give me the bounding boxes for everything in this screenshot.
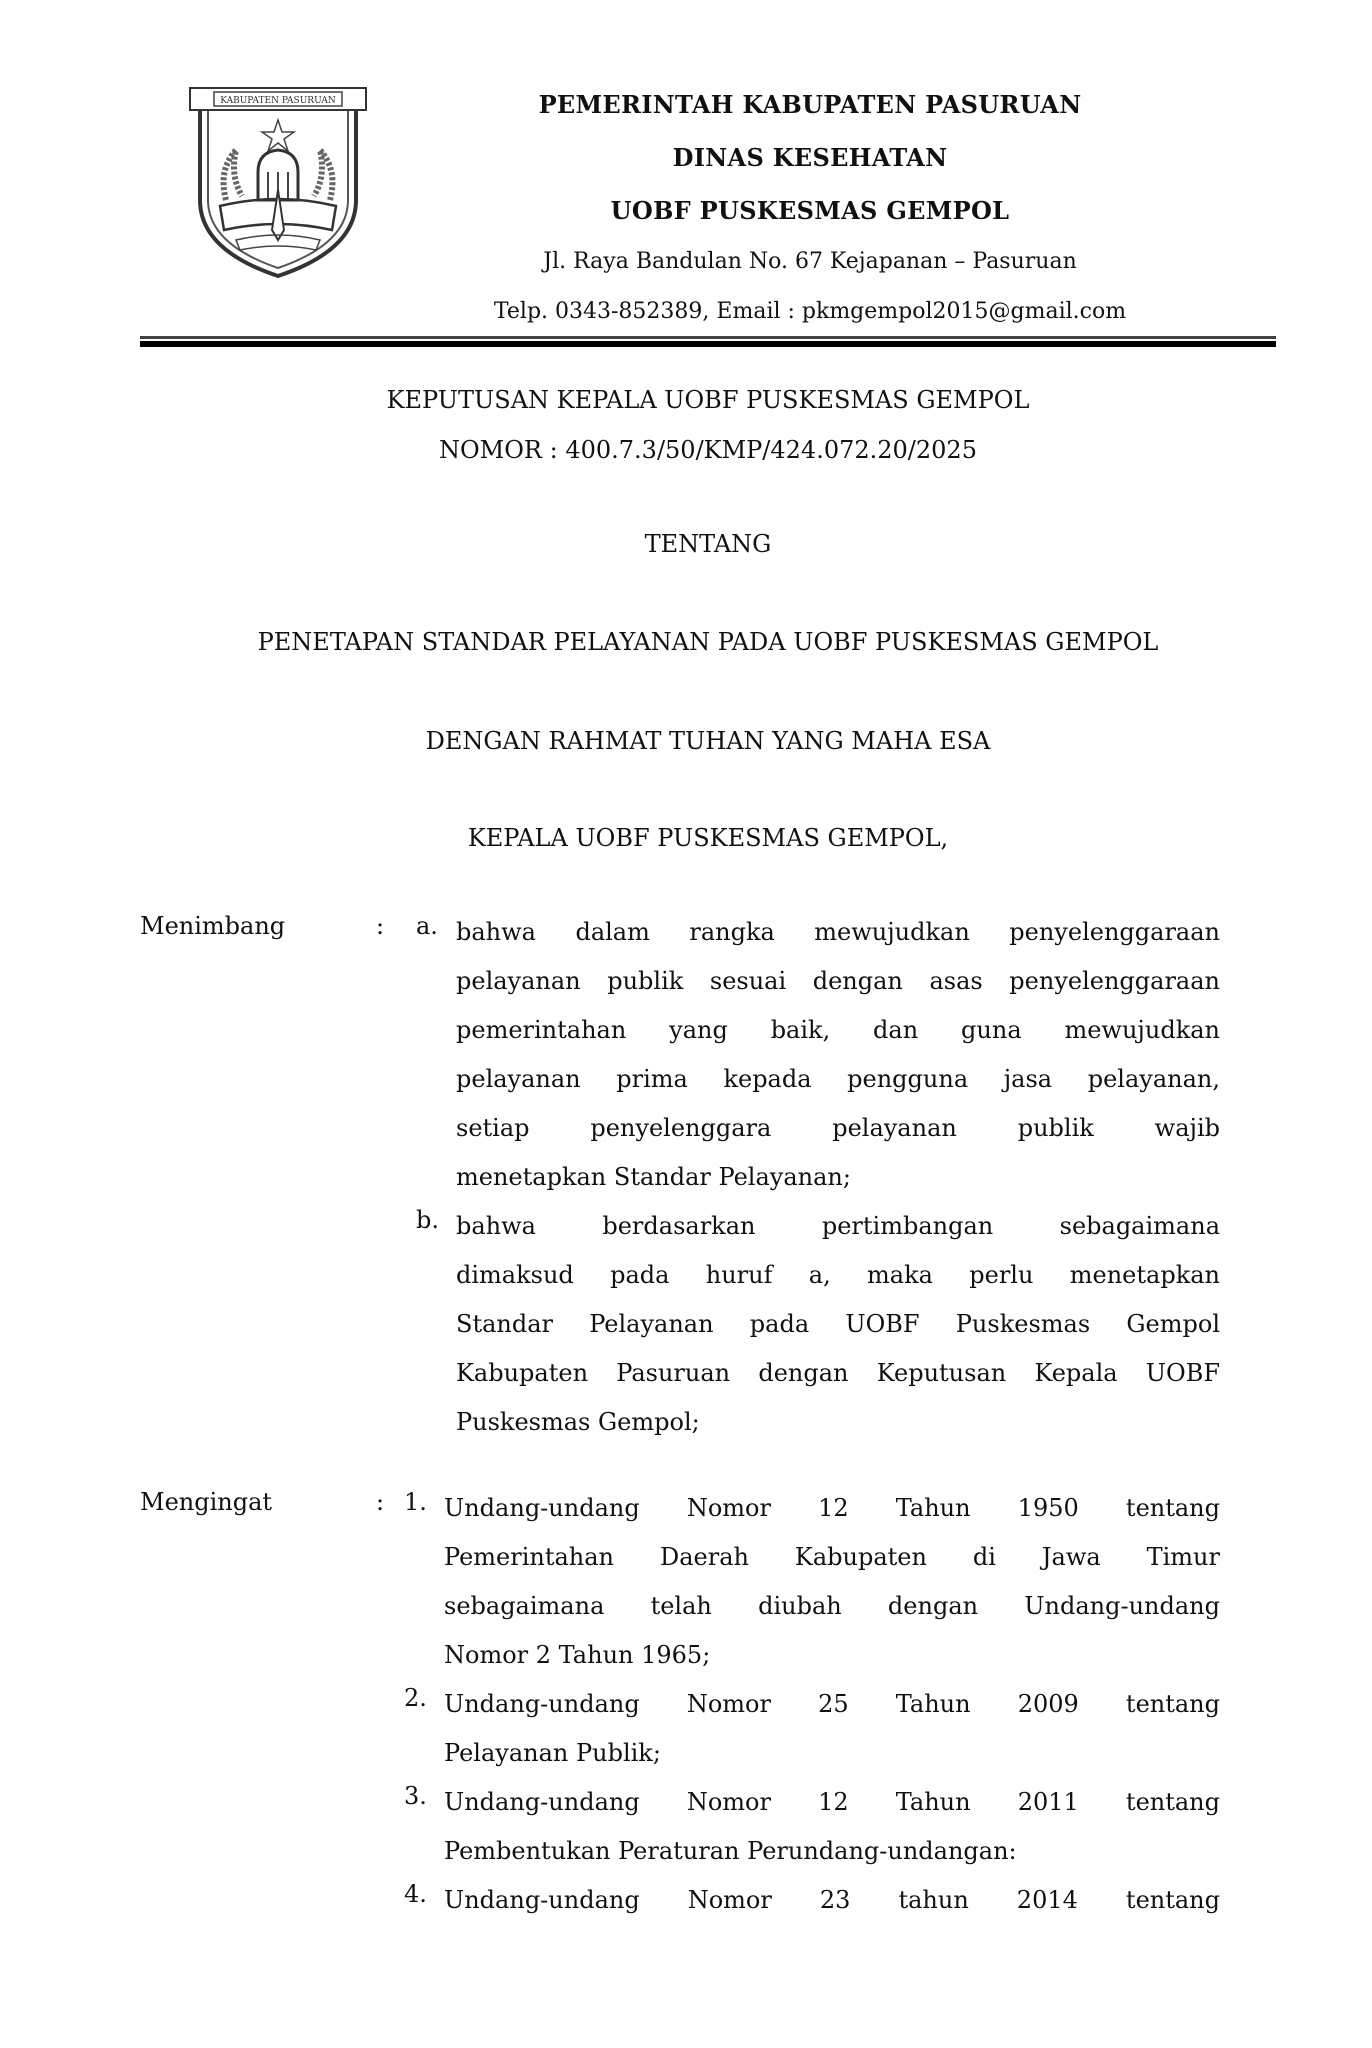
- item-line: Nomor 2 Tahun 1965;: [444, 1641, 711, 1669]
- item-marker: 4.: [404, 1880, 427, 1908]
- item-line: bahwa dalam rangka mewujudkan penyelenggaraan: [456, 918, 1220, 946]
- item-line: Kabupaten Pasuruan dengan Keputusan Kepala UOBF: [456, 1359, 1220, 1387]
- letterhead-agency: DINAS KESEHATAN: [672, 143, 948, 172]
- section-label: Menimbang: [140, 912, 286, 940]
- section-colon: :: [376, 912, 385, 940]
- item-line: Undang-undang Nomor 25 Tahun 2009 tentang: [444, 1690, 1220, 1718]
- item-line: pelayanan prima kepada pengguna jasa pelayanan,: [456, 1065, 1220, 1093]
- item-line: Undang-undang Nomor 12 Tahun 1950 tentang: [444, 1494, 1220, 1522]
- letterhead: [380, 78, 1240, 337]
- letterhead-contact: Telp. 0343-852389, Email : pkmgempol2015@gmail.com: [493, 299, 1127, 324]
- item-line: Undang-undang Nomor 23 tahun 2014 tentang: [444, 1886, 1220, 1914]
- letterhead-unit: UOBF PUSKESMAS GEMPOL: [610, 196, 1010, 225]
- letterhead-divider-thick: [140, 341, 1276, 347]
- letterhead-government: PEMERINTAH KABUPATEN PASURUAN: [538, 90, 1082, 119]
- section-menimbang: [140, 912, 1220, 1452]
- item-line: Undang-undang Nomor 12 Tahun 2011 tentang: [444, 1788, 1220, 1816]
- item-line: sebagaimana telah diubah dengan Undang-undang: [444, 1592, 1220, 1620]
- decree-about: TENTANG: [644, 530, 772, 558]
- letterhead-divider-thin: [140, 336, 1276, 339]
- item-line: Pelayanan Publik;: [444, 1739, 661, 1767]
- letterhead-address: Jl. Raya Bandulan No. 67 Kejapanan – Pasuruan: [543, 249, 1077, 274]
- item-line: bahwa berdasarkan pertimbangan sebagaimana: [456, 1212, 1220, 1240]
- decree-number: NOMOR : 400.7.3/50/KMP/424.072.20/2025: [439, 436, 977, 464]
- item-marker: b.: [416, 1206, 439, 1234]
- decree-subject: PENETAPAN STANDAR PELAYANAN PADA UOBF PUSKESMAS GEMPOL: [257, 628, 1159, 656]
- item-marker: 1.: [404, 1488, 427, 1516]
- item-line: Pemerintahan Daerah Kabupaten di Jawa Timur: [444, 1543, 1220, 1571]
- decree-title: KEPUTUSAN KEPALA UOBF PUSKESMAS GEMPOL: [386, 386, 1030, 414]
- kabupaten-emblem-logo: [186, 80, 370, 280]
- section-colon: :: [376, 1488, 385, 1516]
- decree-official: KEPALA UOBF PUSKESMAS GEMPOL,: [467, 824, 949, 852]
- item-line: setiap penyelenggara pelayanan publik wajib: [456, 1114, 1220, 1142]
- decree-invocation: DENGAN RAHMAT TUHAN YANG MAHA ESA: [425, 727, 991, 755]
- section-label: Mengingat: [140, 1488, 273, 1516]
- item-marker: 3.: [404, 1782, 427, 1810]
- item-line: Puskesmas Gempol;: [456, 1408, 700, 1436]
- section-mengingat: [140, 1488, 1220, 1914]
- item-line: Standar Pelayanan pada UOBF Puskesmas Gempol: [456, 1310, 1220, 1338]
- item-line: menetapkan Standar Pelayanan;: [456, 1163, 851, 1191]
- item-marker: 2.: [404, 1684, 427, 1712]
- item-line: Pembentukan Peraturan Perundang-undangan:: [444, 1837, 1017, 1865]
- item-line: pelayanan publik sesuai dengan asas penyelenggaraan: [456, 967, 1220, 995]
- item-line: dimaksud pada huruf a, maka perlu menetapkan: [456, 1261, 1220, 1289]
- item-line: pemerintahan yang baik, dan guna mewujudkan: [456, 1016, 1220, 1044]
- item-marker: a.: [416, 912, 438, 940]
- logo-text: KABUPATEN PASURUAN: [220, 96, 336, 106]
